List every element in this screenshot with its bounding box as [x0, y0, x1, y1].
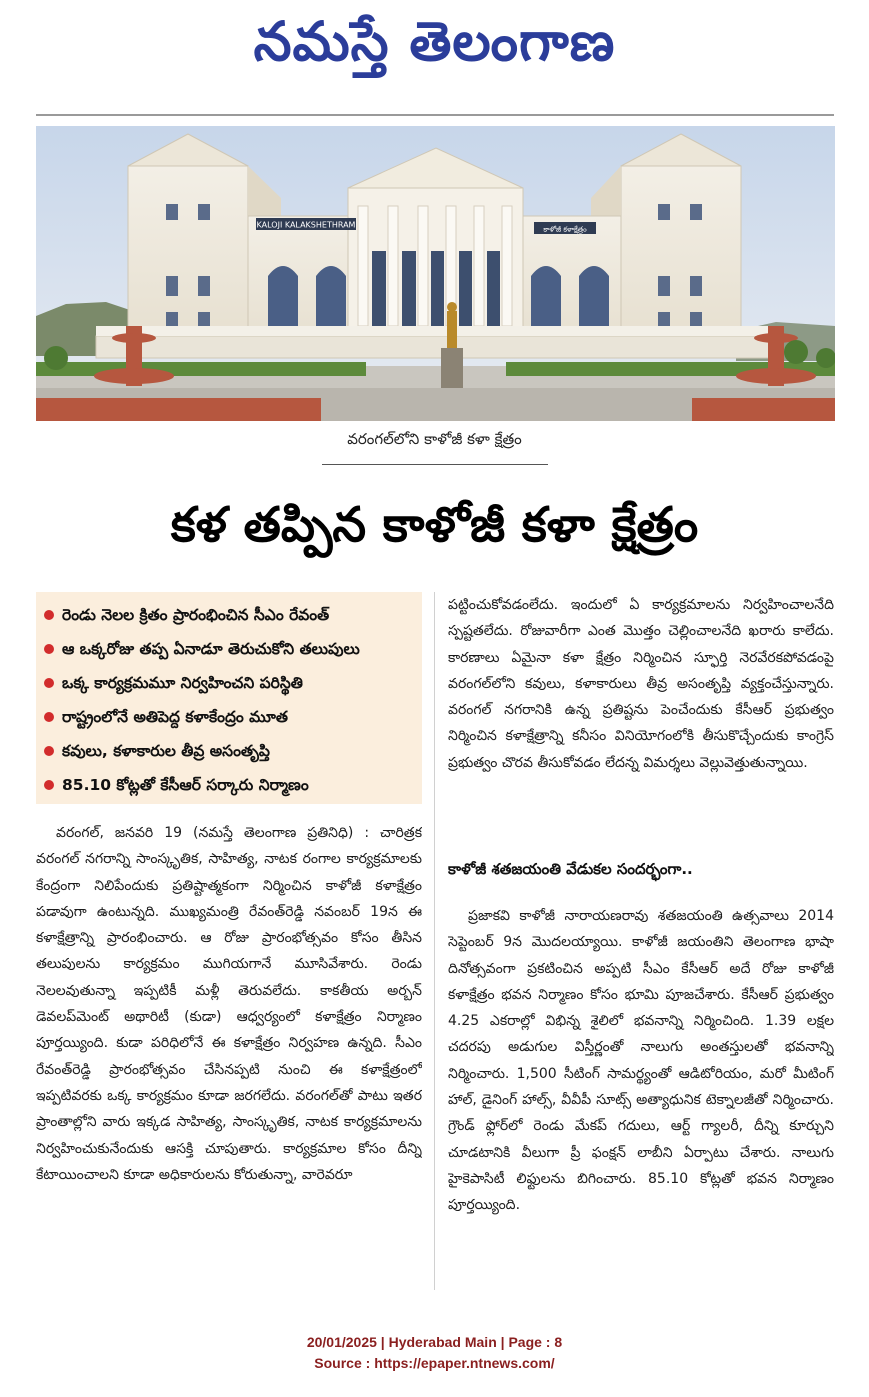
article-subheading: కాళోజీ శతజయంతి వేడుకల సందర్భంగా.. — [448, 860, 693, 878]
bullet-icon — [44, 678, 54, 688]
masthead-divider — [36, 114, 834, 116]
highlight-item — [36, 666, 422, 700]
highlight-text: ఆ ఒక్కరోజు తప్ప ఏనాడూ తెరుచుకోని తలుపులు — [62, 640, 360, 658]
highlight-item — [36, 734, 422, 768]
building-sign-english: KALOJI KALAKSHETHRAM — [256, 220, 356, 230]
article-body-right-bottom: ప్రజాకవి కాళోజీ నారాయణరావు శతజయంతి ఉత్సవాలు 2014 సెప్టెంబర్ 9న మొదలయ్యాయి. కాళోజీ జయంతిని తెలంగాణ భాషా దినోత్సవంగా ప్రకటించిన అప్పటి సీఎం కేసీఆర్ అదే రోజు కాళోజీ కళాక్షేత్రం భవన నిర్మాణం కోసం భూమి పూజచేశారు. కేసీఆర్ ప్రభుత్వం 4.25 ఎకరాల్లో విభిన్న శైలిలో భవనాన్ని నిర్మించింది. 1.39 లక్షల చదరపు అడుగుల విస్తీర్ణంతో నాలుగు అంతస్తులతో భవనాన్ని నిర్మించారు. 1,500 సీటింగ్ సామర్థ్యంతో ఆడిటోరియం, మరో మీటింగ్ హాల్, డైనింగ్ హాల్స్, వీవీపీ సూట్స్ అత్యాధునిక టెక్నాలజీతో నిర్మించారు. గ్రౌండ్ ఫ్లోర్‌లో రెండు మేకప్ గదులు, ఆర్ట్ గ్యాలరీ, దీన్ని కూర్చుని చూడటానికి వీలుగా ప్రీ ఫంక్షన్ లాబీని ఏర్పాటు చేశారు. నాలుగు హైకెపాసిటీ లిఫ్టులను బిగించారు. 85.10 కోట్లతో భవన నిర్మాణం పూర్తయ్యింది. — [448, 908, 834, 1214]
bullet-icon — [44, 780, 54, 790]
bullet-icon — [44, 712, 54, 722]
highlight-item — [36, 632, 422, 666]
highlight-text: ఒక్క కార్యక్రమమూ నిర్వహించని పరిస్థితి — [62, 674, 303, 692]
building-photo — [36, 126, 835, 421]
masthead-logo: నమస్తే తెలంగాణ — [253, 9, 616, 73]
highlight-text: 85.10 కోట్లతో కేసీఆర్ సర్కారు నిర్మాణం — [62, 776, 309, 794]
building-sign-telugu: కాళోజీ కళాక్షేత్రం — [543, 225, 587, 234]
highlights-box — [36, 592, 422, 804]
article-body-left: వరంగల్, జనవరి 19 (నమస్తే తెలంగాణ ప్రతినిధి) : చారిత్రక వరంగల్ నగరాన్ని సాంస్కృతిక, సాహిత్య, నాటక రంగాల కార్యక్రమాలకు కేంద్రంగా నిలిపేందుకు ప్రతిష్టాత్మకంగా నిర్మించిన కాళోజీ కళాక్షేత్రం పడావుగా ఉంటున్నది. ముఖ్యమంత్రి రేవంత్‌రెడ్డి నవంబర్ 19న ఈ కళాక్షేత్రాన్ని ప్రారంభించారు. ఆ రోజు ప్రారంభోత్సవం కోసం తీసిన తలుపులను కార్యక్రమం ముగియగానే మూసివేశారు. రెండు నెలలవుతున్నా ఇప్పటికీ మళ్లీ తెరువలేదు. కాకతీయ అర్బన్ డెవలప్‌మెంట్ అథారిటీ (కుడా) ఆధ్వర్యంలో కళాక్షేత్రం నిర్మాణం పూర్తయ్యింది. కుడా పరిధిలోనే ఈ కళాక్షేత్రం నిర్వహణ ఉన్నది. సీఎం రేవంత్‌రెడ్డి ప్రారంభోత్సవం చేసినప్పటి నుంచి ఈ కళాక్షేత్రంలో ఇప్పటివరకు ఒక్క కార్యక్రమం కూడా జరగలేదు. వరంగల్‌తో పాటు ఇతర ప్రాంతాల్లోని వారు ఇక్కడ సాహిత్య, సాంస్కృతిక, నాటక కార్యక్రమాలను నిర్వహించుకునేందుకు ఆసక్తి చూపుతారు. కార్యక్రమాల కోసం దీన్ని కేటాయించాలని కూడా అధికారులను కోరుతున్నా, వారెవరూ — [36, 825, 422, 1183]
headline: కళ తప్పిన కాళోజీ కళా క్షేత్రం — [170, 497, 699, 553]
highlight-text: రాష్ట్రంలోనే అతిపెద్ద కళాకేంద్రం మూత — [62, 708, 288, 726]
highlight-text: కవులు, కళాకారుల తీవ్ర అసంతృప్తి — [62, 742, 270, 760]
bullet-icon — [44, 746, 54, 756]
source-link[interactable]: Source : https://epaper.ntnews.com/ — [314, 1355, 555, 1371]
column-divider — [434, 592, 435, 1290]
highlight-item — [36, 598, 422, 632]
article-body-right-top: పట్టించుకోవడంలేదు. ఇందులో ఏ కార్యక్రమాలను నిర్వహించాలనేది స్పష్టతలేదు. రోజువారీగా ఎంత మొత్తం చెల్లించాలనేది ఖరారు కాలేదు. కారణాలు ఏమైనా కళా క్షేత్రం నిర్మించిన స్ఫూర్తి నెరవేరకపోవడంపై వరంగల్‌లోని కవులు, కళాకారులు తీవ్ర అసంతృప్తి వ్యక్తంచేస్తున్నారు. వరంగల్ నగరానికి ఉన్న ప్రతిష్టను పెంచేందుకు కేసీఆర్ ప్రభుత్వం నిర్మించిన కళాక్షేత్రాన్ని కనీసం వినియోగంలోకి తీసుకొచ్చేందుకు కాంగ్రెస్ ప్రభుత్వం చొరవ తీసుకోవడం లేదన్న విమర్శలు వెల్లువెత్తుతున్నాయి. — [448, 597, 834, 771]
highlight-text: రెండు నెలల క్రితం ప్రారంభించిన సీఎం రేవంత్ — [62, 606, 330, 624]
bullet-icon — [44, 610, 54, 620]
edition-info: 20/01/2025 | Hyderabad Main | Page : 8 — [306, 1334, 563, 1350]
caption-divider — [322, 464, 548, 465]
photo-caption: వరంగల్‌లోని కాళోజీ కళా క్షేత్రం — [347, 430, 522, 448]
bullet-icon — [44, 644, 54, 654]
highlight-item — [36, 768, 422, 802]
highlight-item — [36, 700, 422, 734]
